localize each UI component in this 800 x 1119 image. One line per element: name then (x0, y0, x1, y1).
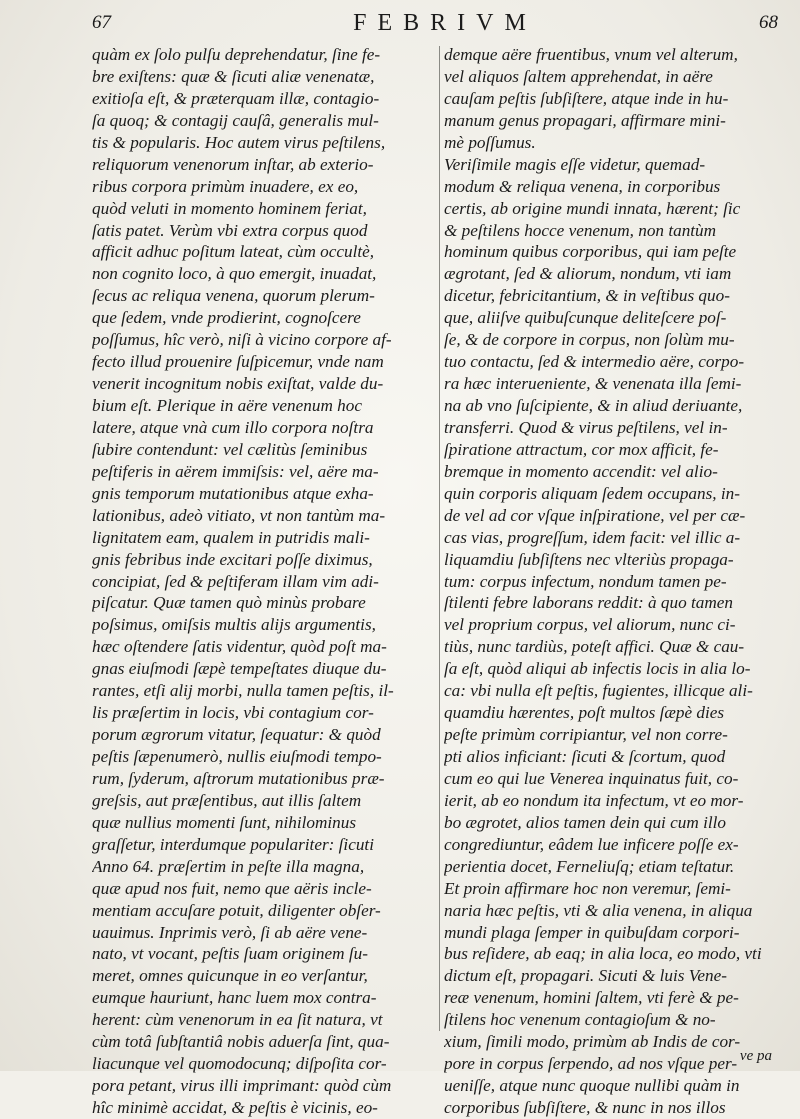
text-line: ſa eſt, quòd aliqui ab infectis locis in alia lo- (444, 659, 751, 679)
text-line: liquamdiu ſubſiſtens nec vlteriùs propaga- (444, 549, 734, 569)
text-line: concipiat, ſed & peſtiferam illam vim adi- (92, 571, 379, 591)
text-line: ſa quoq; & contagij cauſâ, generalis mul- (92, 110, 379, 130)
text-line: ſtilens hoc venenum contagioſum & no- (444, 1010, 716, 1030)
text-line: meret, omnes quicunque in eo verſantur, (92, 966, 368, 986)
text-line: uauimus. Inprimis verò, ſi ab aëre vene- (92, 922, 368, 942)
text-line: quamdiu hærentes, poſt multos ſæpè dies (444, 703, 725, 723)
page-header (0, 10, 800, 40)
text-line: tiùs, nunc tardiùs, poteſt affici. Quæ & cau- (444, 637, 745, 657)
text-line: quòd veluti in momento hominem feriat, (92, 198, 367, 218)
text-line: dicetur, febricitantium, & in veſtibus quo- (444, 286, 730, 306)
column-divider (439, 46, 440, 1031)
text-line: piſcatur. Quæ tamen quò minùs probare (92, 593, 366, 613)
text-line: quæ apud nos fuit, nemo que aëris incle- (92, 878, 372, 898)
text-line: ſpiratione attractum, cor mox afficit, fe- (444, 439, 719, 459)
text-line: certis, ab origine mundi innata, hærent; ſic (444, 198, 741, 218)
text-line: gnis temporum mutationibus atque exha- (92, 483, 374, 503)
text-line: bus reſidere, ab eaq; in alia loca, eo modo, vti (444, 944, 762, 964)
text-line: ra hæc interueniente, & venenata illa ſemi- (444, 374, 742, 394)
text-line: greſsis, aut præſentibus, aut illis ſaltem (92, 790, 362, 810)
text-line: perientia docet, Ferneliuſq; etiam teſtatur. (444, 856, 735, 876)
text-line: hominum quibus corporibus, qui iam peſte (444, 242, 737, 262)
text-line: peſtiferis in aërem immiſsis: vel, aëre ma- (92, 461, 379, 481)
text-line: rum, ſyderum, aſtrorum mutationibus præ- (92, 768, 385, 788)
text-line: naria hæc peſtis, vti & alia venena, in aliqua (444, 900, 753, 920)
text-line: Veriſimile magis eſſe videtur, quemad- (444, 154, 706, 174)
text-line: reæ venenum, homini ſaltem, vti ferè & pe- (444, 988, 739, 1008)
text-line: pore in corpus ſerpendo, ad nos vſque per- (444, 1054, 738, 1074)
text-line: lis præſertim in locis, vbi contagium cor- (92, 703, 374, 723)
text-line: bremque in momento accendit: vel alio- (444, 461, 718, 481)
text-line: bre exiſtens: quæ & ſicuti aliæ venenatæ, (92, 66, 375, 86)
text-line: fecto illud prouenire ſuſpicemur, vnde nam (92, 352, 384, 372)
text-line: xium, ſimili modo, primùm ab Indis de cor- (444, 1032, 741, 1052)
text-line: ſtilenti febre laborans reddit: à quo tamen (444, 593, 733, 613)
text-line: ægrotant, ſed & aliorum, nondum, vti iam (444, 264, 732, 284)
text-line: porum ægrorum vitatur, ſequatur: & quòd (92, 725, 381, 745)
text-line: ſe, & de corpore in corpus, non ſolùm mu- (444, 330, 735, 350)
text-line: manum genus propagari, affirmare mini- (444, 110, 726, 130)
page-number-right: 68 (759, 12, 778, 33)
text-line: lignitatem eam, qualem in putridis mali- (92, 527, 370, 547)
text-line: hîc minimè accidat, & peſtis è vicinis, eo- (92, 1098, 378, 1117)
text-line: poſſumus, hîc verò, niſi à vicino corpore af- (92, 330, 392, 350)
text-line: graſſetur, interdumque populariter: ſicuti (92, 834, 374, 854)
text-line: peſte primùm corripiantur, vel non corre- (444, 725, 728, 745)
text-line: quin corporis aliquam ſedem occupans, in- (444, 483, 740, 503)
text-line: cum eo qui lue Venerea inquinatus fuit, co- (444, 768, 739, 788)
text-line: lationibus, adeò vitiato, vt non tantùm ma- (92, 505, 386, 525)
text-line: ſubire contendunt: vel cælitùs ſeminibus (92, 439, 368, 459)
text-line: bium eſt. Plerique in aëre venenum hoc (92, 396, 362, 415)
text-line: ueniſſe, atque nunc quoque nullibi quàm in (444, 1076, 740, 1096)
text-line: ribus corpora primùm inuadere, ex eo, (92, 176, 359, 196)
left-text-column (92, 44, 432, 1119)
text-line: vel proprium corpus, vel aliorum, nunc ci- (444, 615, 736, 635)
text-line: latere, atque vnà cum illo corpora noſtra (92, 417, 374, 437)
text-line: tuo contactu, ſed & intermedio aëre, corpo- (444, 352, 745, 372)
text-line: ierit, ab eo nondum ita infectum, vt eo mor- (444, 790, 744, 810)
text-line: nato, vt vocant, peſtis ſuam originem ſu- (92, 944, 368, 964)
text-line: venerit incognitum nobis exiſtat, valde du- (92, 374, 384, 394)
text-line: mè poſſumus. (444, 132, 536, 152)
text-line: tis & popularis. Hoc autem virus peſtilens, (92, 132, 386, 152)
text-line: ſecus ac reliqua venena, quorum plerum- (92, 286, 375, 306)
text-line: bo ægrotet, alios tamen dein qui cum illo (444, 812, 726, 832)
text-line: eumque hauriunt, hanc luem mox contra- (92, 988, 377, 1008)
text-line: corporibus ſubſiſtere, & nunc in nos illos (444, 1098, 726, 1117)
text-line: vel aliquos ſaltem apprehendat, in aëre (444, 66, 713, 86)
text-line: & peſtilens hocce venenum, non tantùm (444, 220, 717, 240)
text-line: poſsimus, omiſsis multis alijs argumentis, (92, 615, 376, 635)
text-line: cas vias, progreſſum, idem facit: vel illic a- (444, 527, 741, 547)
running-title: FEBRIVM (353, 10, 537, 36)
text-line: reliquorum venenorum inſtar, ab exterio- (92, 154, 374, 174)
page-number-left: 67 (92, 12, 111, 33)
text-line: gnis febribus inde excitari poſſe diximus, (92, 549, 373, 569)
text-line: Anno 64. præſertim in peſte illa magna, (92, 856, 365, 876)
text-line: transferri. Quod & virus peſtilens, vel in- (444, 417, 728, 437)
text-line: rantes, etſi alij morbi, nulla tamen peſtis, il- (92, 681, 394, 701)
right-text-column (444, 44, 792, 1119)
text-line: pora petant, virus illi imprimant: quòd cùm (92, 1076, 392, 1096)
text-line: na ab vno ſuſcipiente, & in aliud deriuante, (444, 396, 743, 415)
text-line: pti alios inficiant: ſicuti & ſcortum, quod (444, 747, 726, 766)
text-line: ſatis patet. Verùm vbi extra corpus quod (92, 220, 368, 240)
text-line: modum & reliqua venena, in corporibus (444, 176, 721, 196)
text-line: quàm ex ſolo pulſu deprehendatur, ſine fe- (92, 45, 381, 64)
text-line: cauſam peſtis ſubſiſtere, atque inde in hu- (444, 88, 729, 108)
text-line: de vel ad cor vſque inſpiratione, vel per cæ- (444, 505, 746, 525)
text-line: quæ nullius momenti ſunt, nihilominus (92, 812, 357, 832)
text-line: que, aliiſve quibuſcunque deliteſcere poſ- (444, 308, 727, 328)
text-line: hæc oſtendere ſatis videntur, quòd poſt ma- (92, 637, 387, 657)
text-line: exitioſa eſt, & præterquam illæ, contagio- (92, 88, 380, 108)
text-line: afficit adhuc poſitum lateat, cùm occultè, (92, 242, 375, 262)
text-line: cùm totâ ſubſtantiâ nobis aduerſa ſint, qua- (92, 1032, 390, 1052)
text-line: mentiam accuſare potuit, diligenter obſer- (92, 900, 381, 920)
text-line: peſtis ſæpenumerò, nullis eiuſmodi tempo- (92, 747, 382, 766)
text-line: demque aëre fruentibus, vnum vel alterum, (444, 45, 738, 64)
text-line: mundi plaga ſemper in quibuſdam corpori- (444, 922, 740, 942)
text-line: Et proin affirmare hoc non veremur, ſemi- (444, 878, 731, 898)
text-line: herent: cùm venenorum in ea ſit natura, vt (92, 1010, 383, 1030)
text-line: tum: corpus infectum, nondum tamen pe- (444, 571, 727, 591)
text-line: liacunque vel quomodocunq; diſpoſita cor- (92, 1054, 387, 1074)
text-line: ca: vbi nulla eſt peſtis, fugientes, illicque ali- (444, 681, 753, 701)
text-line: que ſedem, vnde prodierint, cognoſcere (92, 308, 361, 328)
text-line: non cognito loco, à quo emergit, inuadat, (92, 264, 377, 284)
text-line: dictum eſt, propagari. Sicuti & luis Vene- (444, 966, 727, 986)
catchword: ve pa (739, 1048, 772, 1064)
text-line: congrediuntur, eâdem lue inficere poſſe ex- (444, 834, 739, 854)
text-line: gnas eiuſmodi ſæpè tempeſtates diuque du- (92, 659, 387, 679)
